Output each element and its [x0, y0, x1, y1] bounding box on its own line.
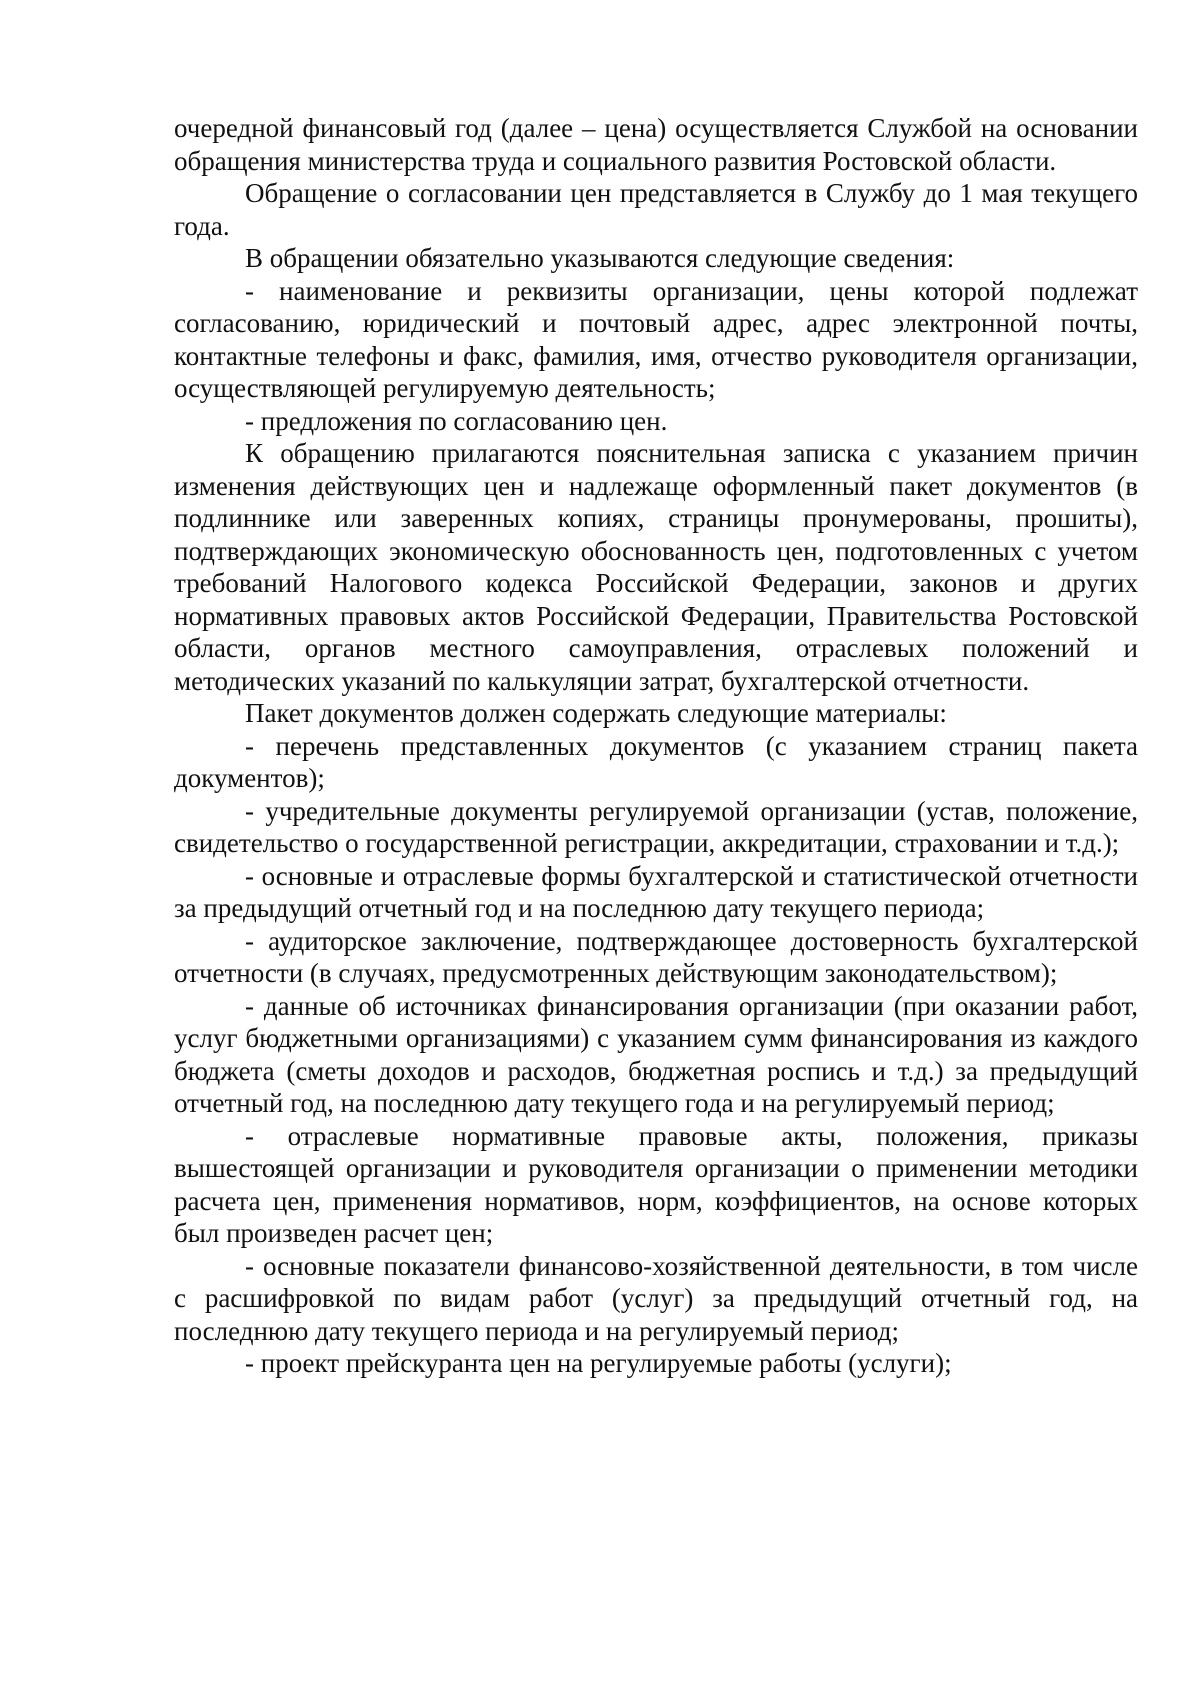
paragraph-package-contents-intro: Пакет документов должен содержать следующие материалы: [245, 698, 947, 728]
paragraph-continuation: очередной финансовый год (далее – цена) осуществляется Службой на основании обращения министерства труда и социального развития Ростовской области. [174, 113, 1138, 176]
document-page [174, 112, 1138, 1380]
paragraph-attachments: К обращению прилагаются пояснительная записка с указанием причин изменения действующих цен и надлежаще оформленный пакет документов (в подлиннике или заверенных копиях, страницы пронумерованы, прошиты), подтверждающих экономическую обоснованность цен, подготовленных с учетом требований Налогового кодекса Российской Федерации, законов и других нормативных правовых актов Российской Федерации, Правительства Ростовской области, органов местного самоуправления, отраслевых положений и методических указаний по калькуляции затрат, бухгалтерской отчетности. [174, 438, 1138, 696]
paragraph-required-info-intro: В обращении обязательно указываются следующие сведения: [245, 243, 955, 273]
list-item-audit-report: - аудиторское заключение, подтверждающее достоверность бухгалтерской отчетности (в случаях, предусмотренных действующим законодательством); [174, 925, 1138, 988]
list-item-document-list: - перечень представленных документов (с указанием страниц пакета документов); [174, 730, 1138, 793]
list-item-organization-details: - наименование и реквизиты организации, цены которой подлежат согласованию, юридический и почтовый адрес, адрес электронной почты, контактные телефоны и факс, фамилия, имя, отчество руководителя организации, осуществляющей регулируемую деятельность; [174, 275, 1138, 403]
list-item-price-list-draft: - проект прейскуранта цен на регулируемые работы (услуги); [245, 1348, 952, 1378]
list-item-price-proposals: - предложения по согласованию цен. [245, 405, 668, 436]
list-item-regulatory-acts: - отраслевые нормативные правовые акты, положения, приказы вышестоящей организации и руководителя организации о применении методики расчета цен, применения нормативов, норм, коэффициентов, на основе которых был произведен расчет цен; [174, 1120, 1138, 1248]
list-item-financial-indicators: - основные показатели финансово-хозяйственной деятельности, в том числе с расшифровкой по видам работ (услуг) за предыдущий отчетный год, на последнюю дату текущего периода и на регулируемый период; [174, 1250, 1138, 1346]
list-item-funding-sources: - данные об источниках финансирования организации (при оказании работ, услуг бюджетными организациями) с указанием сумм финансирования из каждого бюджета (сметы доходов и расходов, бюджетная роспись и т.д.) за предыдущий отчетный год, на последнюю дату текущего года и на регулируемый период; [174, 990, 1138, 1118]
list-item-founding-documents: - учредительные документы регулируемой организации (устав, положение, свидетельство о государственной регистрации, аккредитации, страховании и т.д.); [174, 795, 1138, 858]
list-item-accounting-forms: - основные и отраслевые формы бухгалтерской и статистической отчетности за предыдущий отчетный год и на последнюю дату текущего периода; [174, 860, 1138, 923]
paragraph-submission-deadline: Обращение о согласовании цен представляется в Службу до 1 мая текущего года. [174, 178, 1138, 241]
